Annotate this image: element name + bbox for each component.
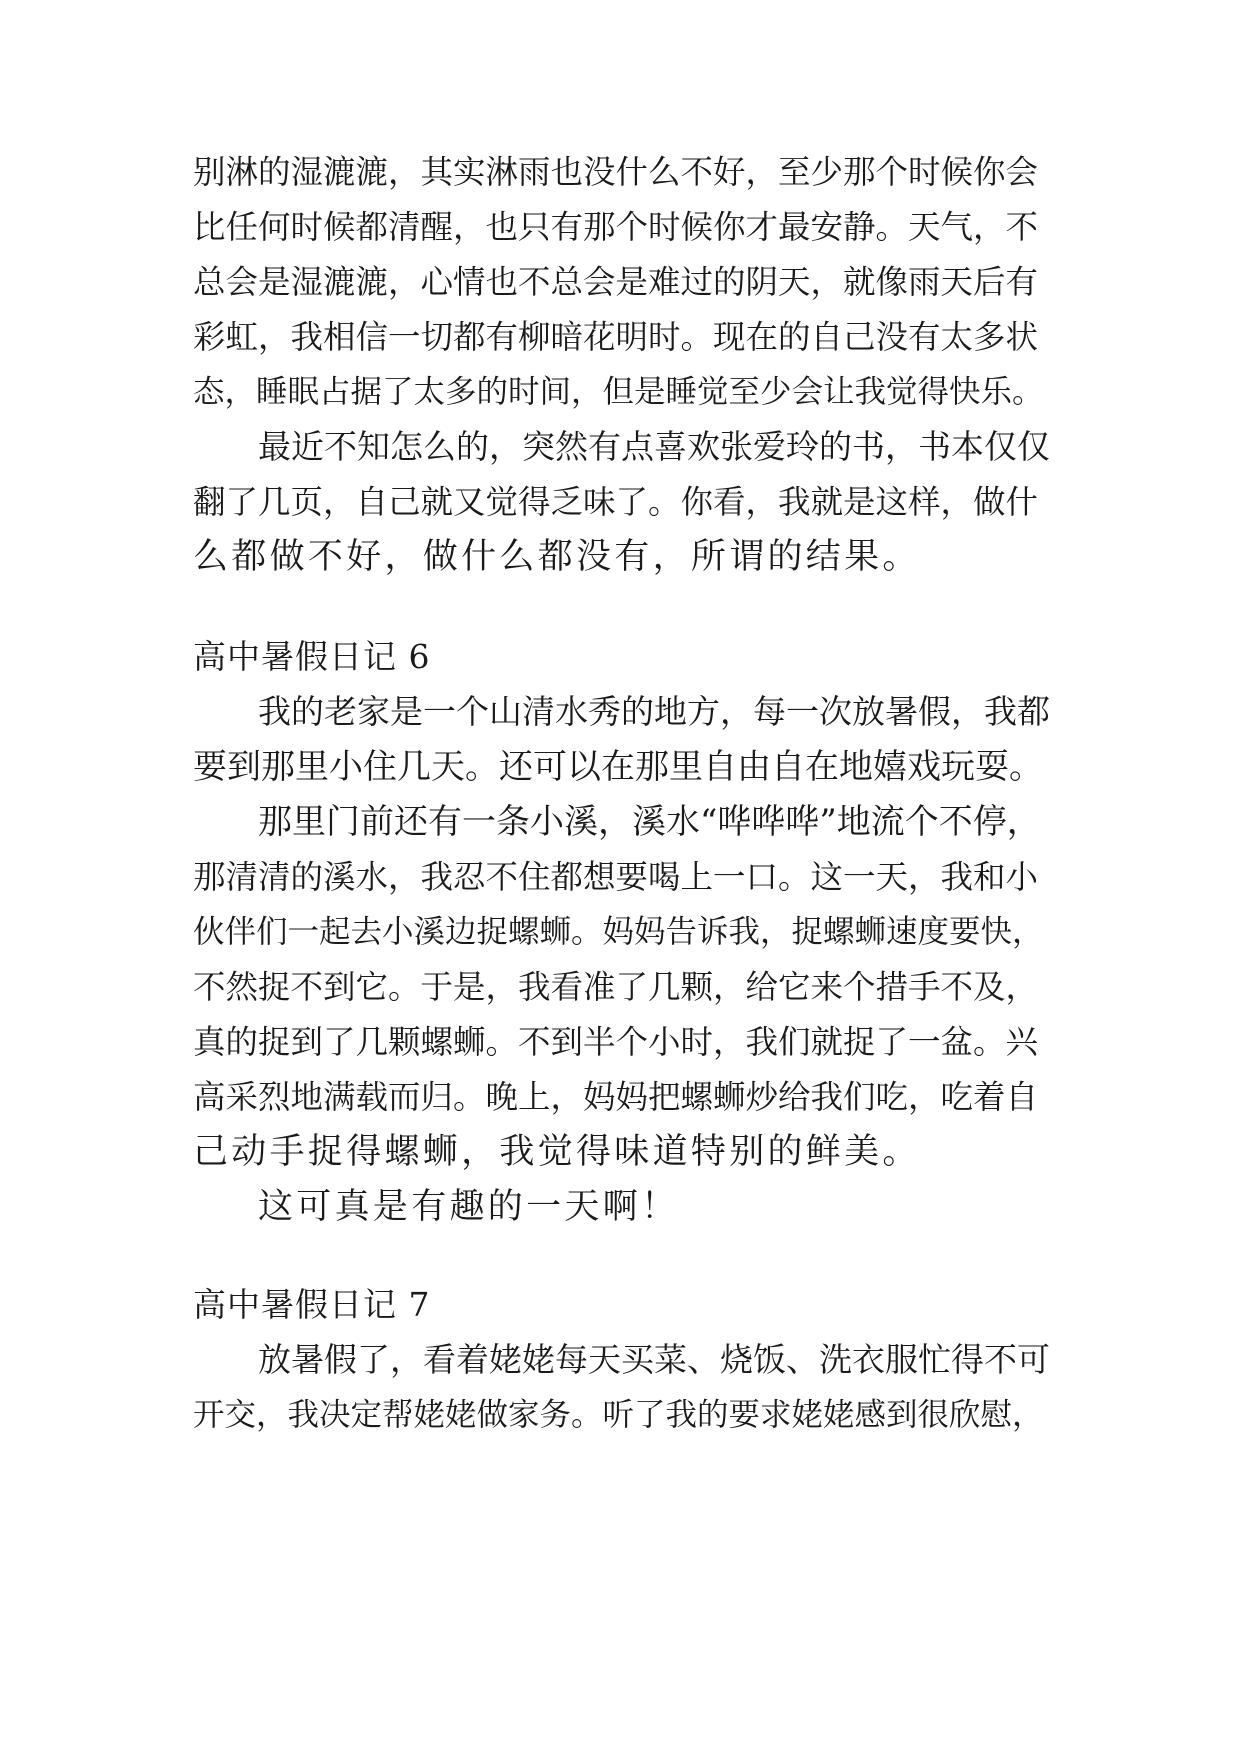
paragraph-line: 要到那里小住几天。还可以在那里自由自在地嬉戏玩耍。 bbox=[193, 747, 1043, 787]
paragraph-line: 么都做不好，做什么都没有，所谓的结果。 bbox=[193, 537, 921, 577]
paragraph-line: 那清清的溪水，我忍不住都想要喝上一口。这一天，我和小 bbox=[193, 858, 1039, 896]
paragraph-line: 那里门前还有一条小溪，溪水“哗哗哗”地流个不停， bbox=[258, 802, 1041, 842]
section-heading: 高中暑假日记 7 bbox=[193, 1285, 431, 1324]
paragraph-line: 己动手捉得螺蛳，我觉得味道特别的鲜美。 bbox=[193, 1132, 921, 1172]
paragraph-line: 别淋的湿漉漉，其实淋雨也没什么不好，至少那个时候你会 bbox=[193, 153, 1039, 191]
paragraph-line: 高采烈地满载而归。晚上，妈妈把螺蛳炒给我们吃，吃着自 bbox=[193, 1078, 1039, 1116]
paragraph-line: 比任何时候都清醒，也只有那个时候你才最安静。天气，不 bbox=[193, 208, 1039, 246]
paragraph-line: 我的老家是一个山清水秀的地方，每一次放暑假，我都 bbox=[258, 692, 1050, 731]
paragraph-line: 翻了几页，自己就又觉得乏味了。你看，我就是这样，做什 bbox=[193, 483, 1039, 521]
section-heading: 高中暑假日记 6 bbox=[193, 637, 431, 676]
paragraph-line: 彩虹，我相信一切都有柳暗花明时。现在的自己没有太多状 bbox=[193, 318, 1039, 356]
paragraph-line: 开交，我决定帮姥姥做家务。听了我的要求姥姥感到很欣慰， bbox=[193, 1397, 1044, 1433]
paragraph-line: 放暑假了，看着姥姥每天买菜、烧饭、洗衣服忙得不可 bbox=[258, 1340, 1050, 1379]
paragraph-line: 伙伴们一起去小溪边捉螺蛳。妈妈告诉我，捉螺蛳速度要快， bbox=[193, 914, 1044, 950]
paragraph-line: 最近不知怎么的，突然有点喜欢张爱玲的书，书本仅仅 bbox=[258, 427, 1050, 466]
paragraph-line: 这可真是有趣的一天啊！ bbox=[258, 1187, 680, 1227]
paragraph-line: 真的捉到了几颗螺蛳。不到半个小时，我们就捉了一盆。兴 bbox=[193, 1023, 1039, 1061]
paragraph-line: 不然捉不到它。于是，我看准了几颗，给它来个措手不及， bbox=[193, 968, 1039, 1006]
paragraph-line: 总会是湿漉漉，心情也不总会是难过的阴天，就像雨天后有 bbox=[193, 263, 1039, 301]
paragraph-line: 态，睡眠占据了太多的时间，但是睡觉至少会让我觉得快乐。 bbox=[193, 374, 1044, 410]
